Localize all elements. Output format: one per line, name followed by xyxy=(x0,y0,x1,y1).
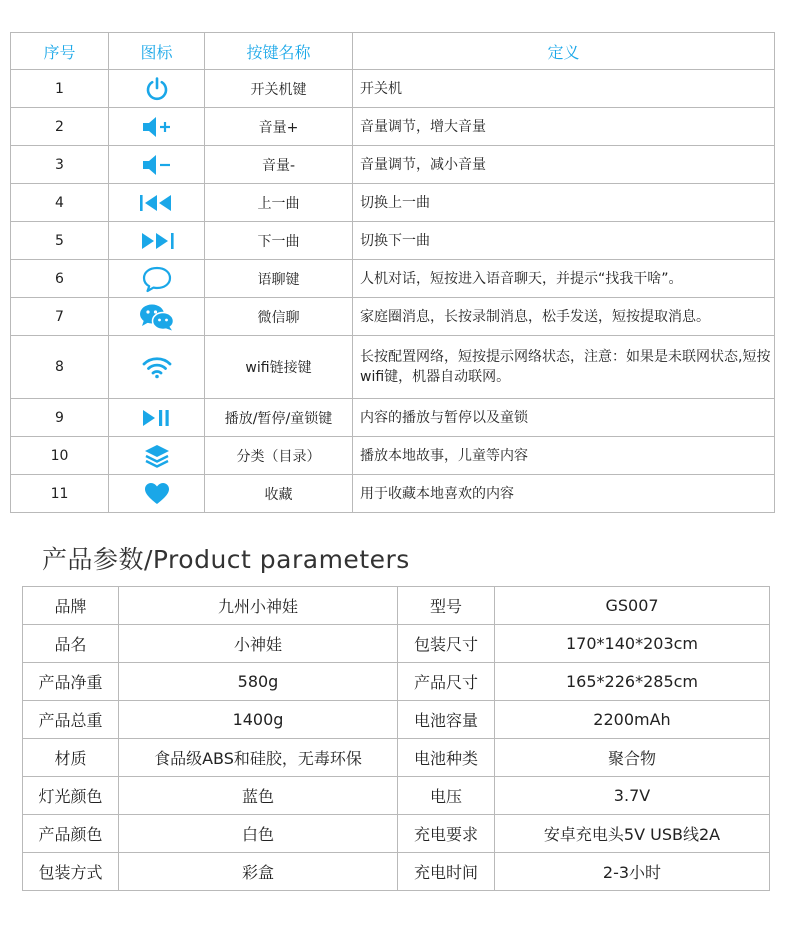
volume-down-icon xyxy=(140,154,174,176)
table-row xyxy=(11,70,775,108)
table-row xyxy=(11,146,775,184)
row-definition: 切换上一曲 xyxy=(353,184,775,222)
param-value: 3.7V xyxy=(495,777,770,815)
param-value: 白色 xyxy=(119,815,398,853)
param-key: 材质 xyxy=(23,739,119,777)
param-value: GS007 xyxy=(495,587,770,625)
button-table xyxy=(10,32,775,513)
row-definition: 用于收藏本地喜欢的内容 xyxy=(353,475,775,513)
param-key: 型号 xyxy=(398,587,495,625)
param-value: 1400g xyxy=(119,701,398,739)
param-value: 食品级ABS和硅胶，无毒环保 xyxy=(119,739,398,777)
row-definition: 家庭圈消息，长按录制消息，松手发送，短按提取消息。 xyxy=(353,298,775,336)
param-value: 安卓充电头5V USB线2A xyxy=(495,815,770,853)
row-no: 7 xyxy=(11,298,109,336)
row-no: 1 xyxy=(11,70,109,108)
power-icon xyxy=(144,76,170,102)
param-key: 包装方式 xyxy=(23,853,119,891)
table-row xyxy=(23,815,770,853)
param-key: 产品颜色 xyxy=(23,815,119,853)
param-key: 充电时间 xyxy=(398,853,495,891)
param-value: 小神娃 xyxy=(119,625,398,663)
row-definition: 开关机 xyxy=(353,70,775,108)
wifi-icon xyxy=(142,355,172,379)
row-name: 播放/暂停/童锁键 xyxy=(205,399,353,437)
table-row xyxy=(11,184,775,222)
params-table xyxy=(22,586,770,891)
layers-icon xyxy=(143,443,171,469)
row-name: 下一曲 xyxy=(205,222,353,260)
row-definition: 音量调节，增大音量 xyxy=(353,108,775,146)
row-name: wifi链接键 xyxy=(205,336,353,399)
row-name: 微信聊 xyxy=(205,298,353,336)
row-name: 收藏 xyxy=(205,475,353,513)
table-row xyxy=(11,437,775,475)
row-no: 8 xyxy=(11,336,109,399)
row-no: 10 xyxy=(11,437,109,475)
param-key: 电池容量 xyxy=(398,701,495,739)
param-key: 灯光颜色 xyxy=(23,777,119,815)
row-definition: 内容的播放与暂停以及童锁 xyxy=(353,399,775,437)
row-definition: 音量调节，减小音量 xyxy=(353,146,775,184)
next-track-icon xyxy=(138,231,176,251)
row-name: 语聊键 xyxy=(205,260,353,298)
row-name: 上一曲 xyxy=(205,184,353,222)
table-row xyxy=(23,587,770,625)
row-no: 9 xyxy=(11,399,109,437)
play-pause-icon xyxy=(140,408,174,428)
table-row xyxy=(11,108,775,146)
table-row xyxy=(11,298,775,336)
button-table-header xyxy=(11,33,775,70)
row-definition: 播放本地故事，儿童等内容 xyxy=(353,437,775,475)
header-icon: 图标 xyxy=(109,33,205,70)
heart-icon xyxy=(144,482,170,506)
param-key: 包装尺寸 xyxy=(398,625,495,663)
param-key: 电池种类 xyxy=(398,739,495,777)
row-definition: 人机对话，短按进入语音聊天，并提示“找我干啥”。 xyxy=(353,260,775,298)
row-name: 音量+ xyxy=(205,108,353,146)
previous-track-icon xyxy=(138,193,176,213)
row-no: 4 xyxy=(11,184,109,222)
header-name: 按键名称 xyxy=(205,33,353,70)
table-row xyxy=(11,222,775,260)
param-key: 产品总重 xyxy=(23,701,119,739)
param-value: 彩盒 xyxy=(119,853,398,891)
table-row xyxy=(23,853,770,891)
param-value: 2-3小时 xyxy=(495,853,770,891)
row-name: 分类（目录） xyxy=(205,437,353,475)
param-key: 品牌 xyxy=(23,587,119,625)
row-name: 开关机键 xyxy=(205,70,353,108)
params-title: 产品参数/Product parameters xyxy=(42,545,410,574)
param-key: 充电要求 xyxy=(398,815,495,853)
header-definition: 定义 xyxy=(353,33,775,70)
table-row xyxy=(11,260,775,298)
param-value: 170*140*203cm xyxy=(495,625,770,663)
table-row xyxy=(23,625,770,663)
param-value: 聚合物 xyxy=(495,739,770,777)
param-value: 九州小神娃 xyxy=(119,587,398,625)
param-value: 2200mAh xyxy=(495,701,770,739)
param-key: 产品尺寸 xyxy=(398,663,495,701)
param-key: 产品净重 xyxy=(23,663,119,701)
table-row xyxy=(23,701,770,739)
param-key: 电压 xyxy=(398,777,495,815)
row-name: 音量- xyxy=(205,146,353,184)
param-key: 品名 xyxy=(23,625,119,663)
row-no: 5 xyxy=(11,222,109,260)
param-value: 蓝色 xyxy=(119,777,398,815)
row-no: 6 xyxy=(11,260,109,298)
table-row xyxy=(11,399,775,437)
table-row xyxy=(11,336,775,399)
header-no: 序号 xyxy=(11,33,109,70)
wechat-icon xyxy=(139,303,175,331)
row-definition: 切换下一曲 xyxy=(353,222,775,260)
table-row xyxy=(23,777,770,815)
chat-bubble-icon xyxy=(141,265,173,293)
row-no: 3 xyxy=(11,146,109,184)
param-value: 165*226*285cm xyxy=(495,663,770,701)
table-row xyxy=(11,475,775,513)
table-row xyxy=(23,739,770,777)
row-no: 11 xyxy=(11,475,109,513)
param-value: 580g xyxy=(119,663,398,701)
volume-up-icon xyxy=(140,116,174,138)
row-definition: 长按配置网络，短按提示网络状态，注意：如果是未联网状态,短按wifi键，机器自动联网。 xyxy=(353,336,775,399)
row-no: 2 xyxy=(11,108,109,146)
table-row xyxy=(23,663,770,701)
